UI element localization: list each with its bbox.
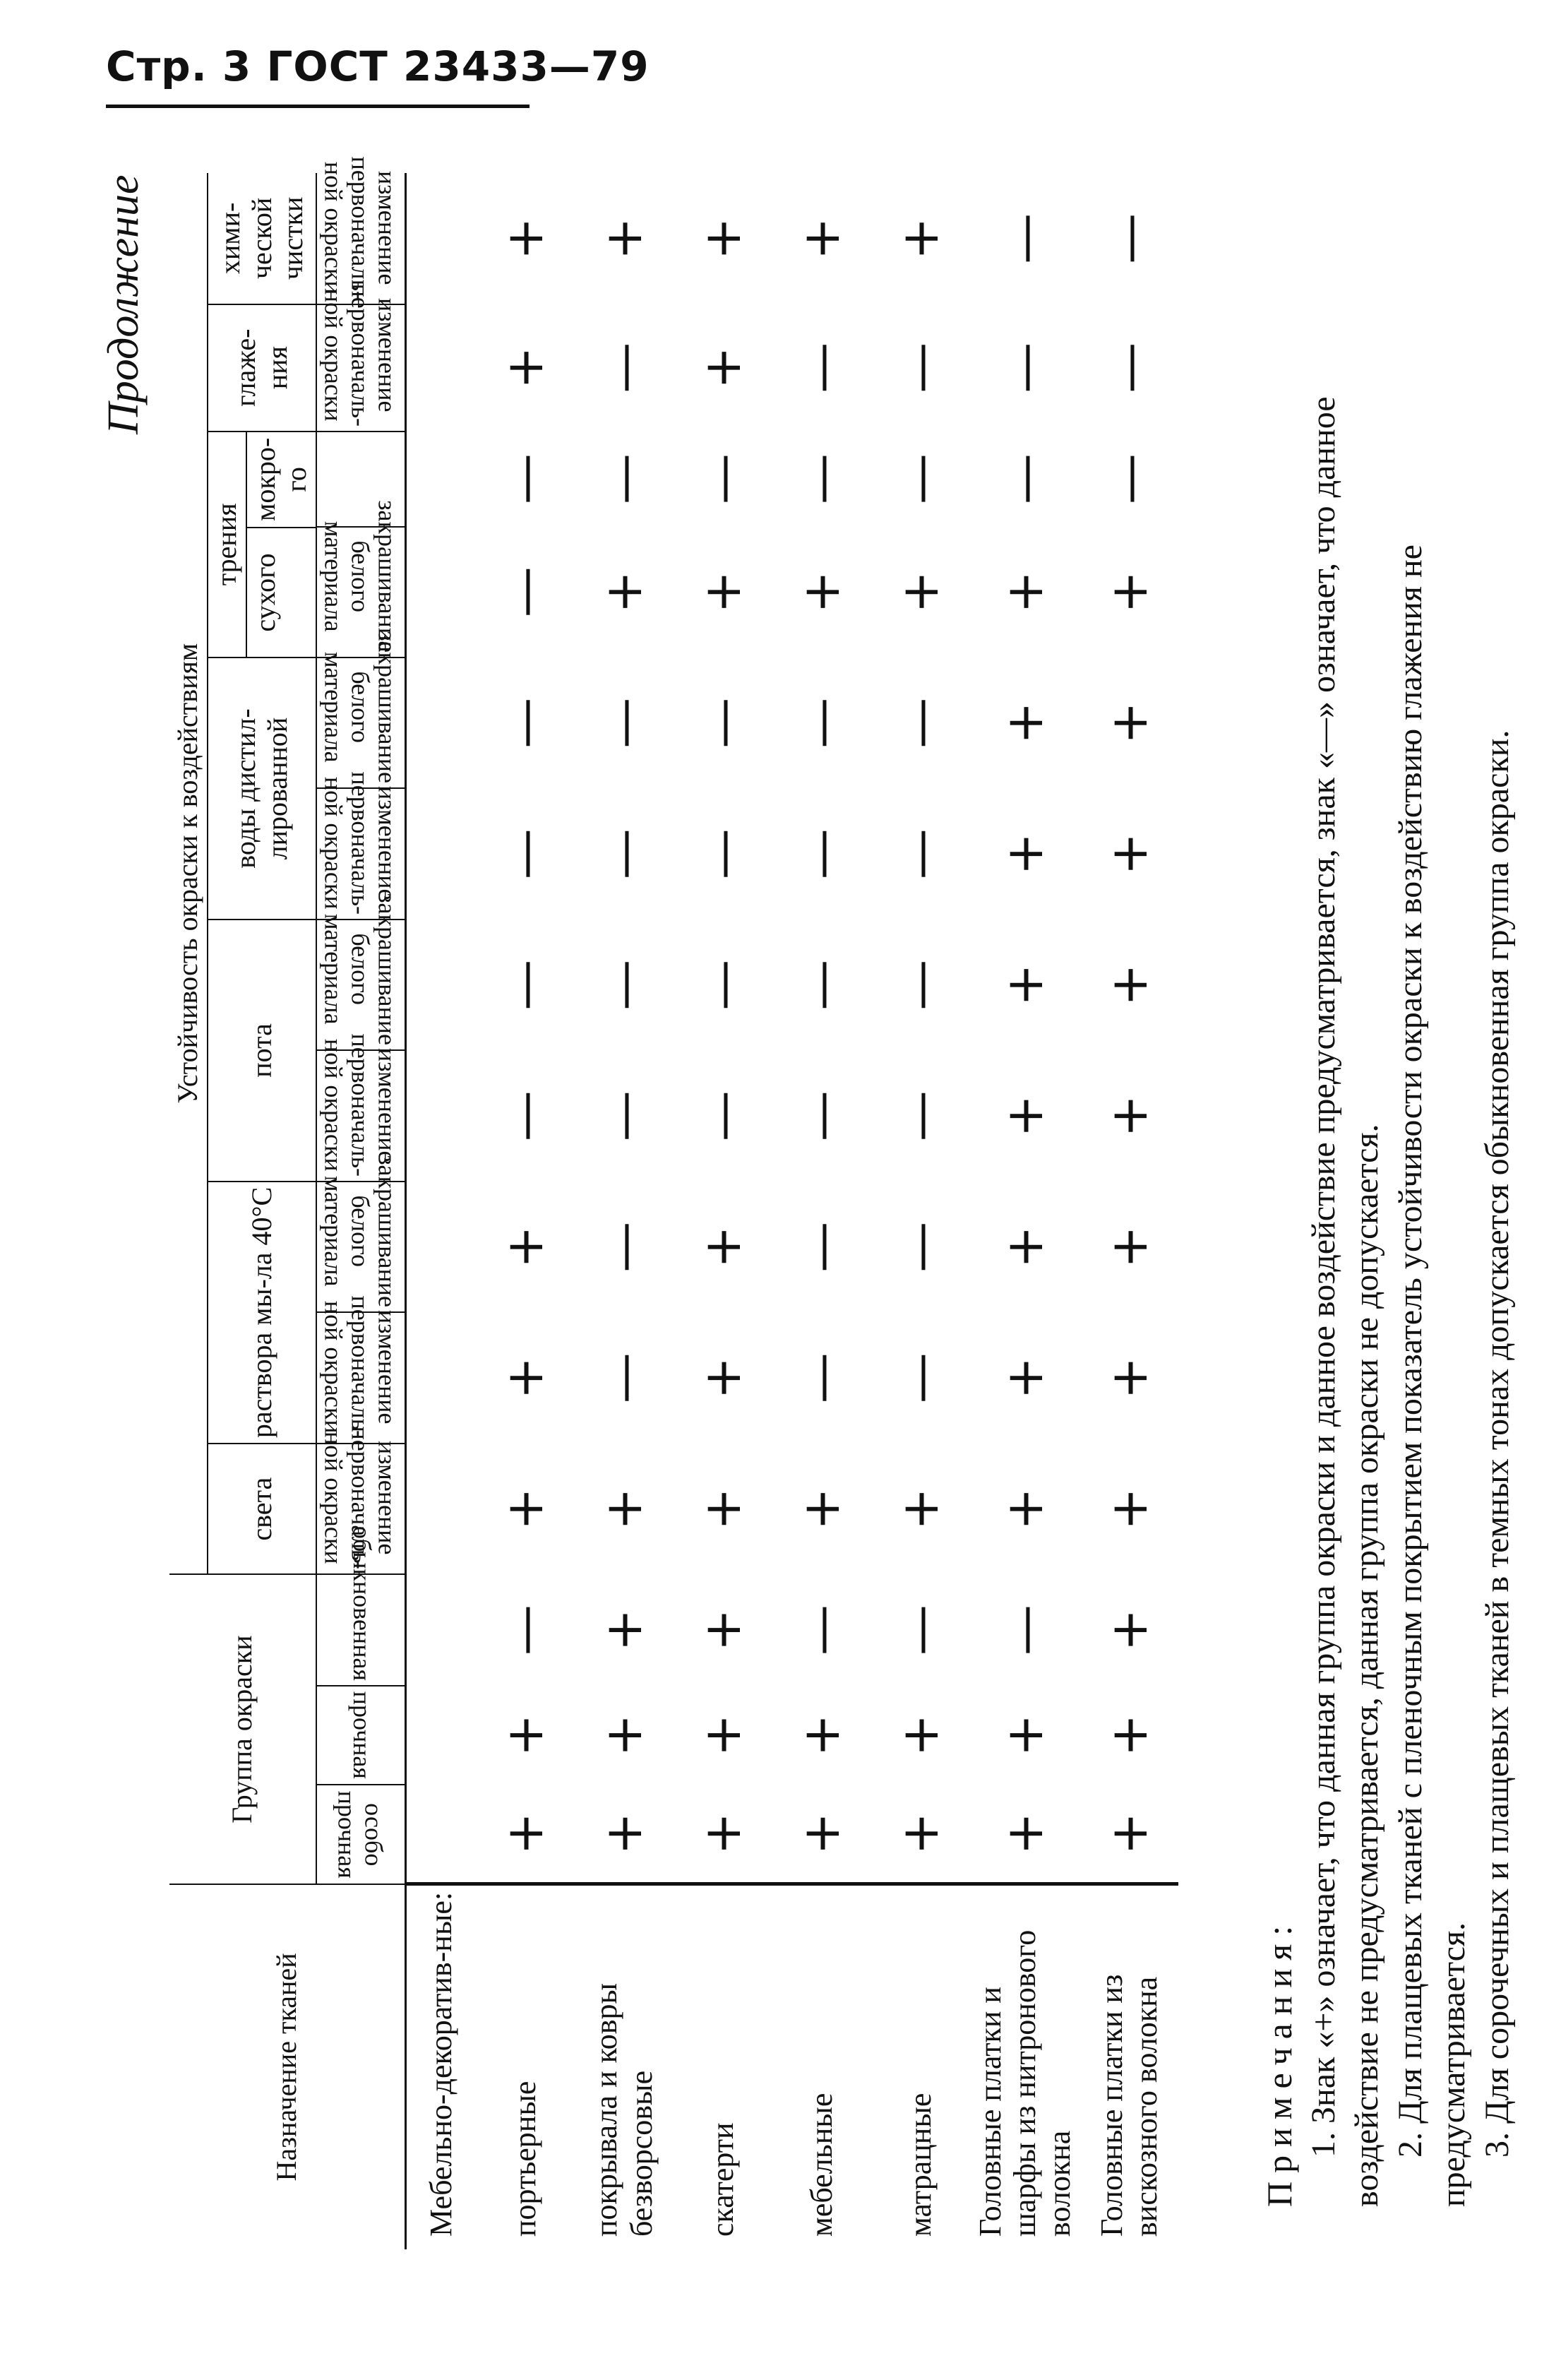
factor-rubbing [208, 432, 316, 658]
cell-value: — [890, 453, 950, 505]
cell-value: — [594, 1090, 654, 1142]
row-name: мебельные [803, 2093, 839, 2237]
factor-sweat: пота [208, 920, 316, 1182]
cell-value: + [1099, 963, 1159, 1006]
measure-sweat-stain: закрашивание белого материала [319, 893, 402, 1046]
cell-value: — [791, 959, 851, 1011]
cell-value: + [890, 217, 950, 261]
cell-value: — [594, 1352, 654, 1404]
cell-value: — [693, 828, 753, 880]
cell-value: — [995, 342, 1055, 393]
cell-value: + [674, 1785, 772, 1884]
factor-soap: раствора мы-ла 40°С [208, 1182, 316, 1444]
cell-value: — [495, 453, 555, 505]
row-name: покрывала и ковры безворсовые [589, 1982, 659, 2237]
measure-dryclean-change: изменение первоначаль-ной окраски [319, 156, 402, 299]
cell-value: + [1099, 1487, 1159, 1530]
cell-value: — [594, 342, 654, 393]
cell-value: + [995, 1487, 1055, 1530]
cell-value: — [791, 828, 851, 880]
table-row [575, 173, 674, 2249]
cell-value: — [791, 1352, 851, 1404]
notes [1257, 300, 1519, 2207]
cell-value: + [995, 963, 1055, 1006]
cell-value: + [791, 1713, 851, 1757]
cell-value: + [594, 217, 654, 261]
row-name: скатерти [705, 2122, 740, 2237]
cell-value: — [791, 1221, 851, 1273]
table-row [871, 173, 970, 2249]
cell-value: — [890, 697, 950, 749]
dye-fastness-table [169, 156, 1178, 2249]
continuation-label: Продолжение [100, 174, 148, 434]
section-label: Мебельно-декоратив-ные: [423, 1891, 458, 2237]
cell-value: + [791, 571, 851, 614]
cell-value: + [594, 1608, 654, 1652]
cell-value: — [995, 453, 1055, 505]
purpose-header: Назначение тканей [169, 1884, 405, 2249]
cell-value: — [1099, 342, 1159, 393]
cell-value: + [995, 571, 1055, 614]
cell-value: — [1099, 453, 1159, 505]
cell-value: — [995, 213, 1055, 264]
note-3: 3. Для сорочечных и плащевых тканей в темных тонах допускается обыкновенная группа окраски. [1478, 730, 1516, 2158]
measure-water-change: изменение первоначаль-ной окраски [319, 771, 402, 915]
cell-value: + [693, 571, 753, 614]
table-row [1079, 173, 1178, 2249]
cell-value: + [575, 1785, 674, 1884]
cell-value: — [495, 959, 555, 1011]
cell-value: — [495, 828, 555, 880]
cell-value: — [890, 342, 950, 393]
row-name: портьерные [507, 2081, 542, 2237]
cell-value: + [693, 217, 753, 261]
page-header: Стр. 3 ГОСТ 23433—79 [106, 42, 650, 90]
factor-ironing: глаже-ния [208, 304, 316, 432]
row-name: Головные платки из вискозного волокна [1094, 1974, 1164, 2237]
cell-value: + [693, 1608, 753, 1652]
group-header: Группа окраски [169, 1574, 316, 1884]
cell-value: — [693, 959, 753, 1011]
factor-dry-clean: хими-ческой чистки [208, 173, 316, 304]
notes-title: Примечания: [1260, 1917, 1299, 2207]
factor-rubbing-label: трения [208, 432, 247, 657]
table-row [674, 173, 772, 2249]
cell-value: + [995, 1095, 1055, 1138]
cell-value: + [1099, 833, 1159, 876]
cell-value: + [995, 701, 1055, 744]
cell-value: + [693, 1357, 753, 1400]
cell-value: + [1099, 1095, 1159, 1138]
cell-value: — [495, 697, 555, 749]
cell-value: + [1099, 1225, 1159, 1268]
cell-value: + [476, 1785, 575, 1884]
cell-value: + [1099, 1713, 1159, 1757]
cell-value: + [594, 1487, 654, 1530]
cell-value: + [1099, 1608, 1159, 1652]
cell-value: + [890, 1487, 950, 1530]
factor-rub-dry: сухого [249, 553, 281, 632]
cell-value: — [791, 1090, 851, 1142]
cell-value: + [495, 1713, 555, 1757]
cell-value: — [495, 566, 555, 618]
cell-value: + [495, 1225, 555, 1268]
cell-value: + [693, 346, 753, 389]
cell-value: — [693, 453, 753, 505]
table-body [476, 173, 1179, 2249]
cell-value: — [890, 959, 950, 1011]
cell-value: — [693, 697, 753, 749]
cell-value: + [495, 217, 555, 261]
cell-value: — [791, 697, 851, 749]
cell-value: + [995, 1357, 1055, 1400]
group-sub-3: обыкновенная [348, 1525, 377, 1681]
cell-value: — [791, 1605, 851, 1656]
measure-rub-stain: закрашивание белого материала [319, 500, 402, 653]
measure-ironing-change: изменение первоначаль-ной окраски [319, 283, 402, 427]
cell-value: — [594, 697, 654, 749]
factor-light: света [208, 1444, 316, 1574]
cell-value: — [890, 828, 950, 880]
cell-value: + [693, 1713, 753, 1757]
measure-light-change: изменение первоначаль-ной окраски [319, 1426, 402, 1570]
cell-value: — [890, 1090, 950, 1142]
cell-value: — [890, 1352, 950, 1404]
cell-value: — [594, 959, 654, 1011]
cell-value: — [791, 453, 851, 505]
cell-value: + [693, 1487, 753, 1530]
table-row [970, 173, 1080, 2249]
note-2: 2. Для плащевых тканей с пленочным покрытием показатель устойчивости окраски к воздействию глажения не предусматривается. [1391, 545, 1473, 2207]
row-name: Головные платки и шарфы из нитронового волокна [972, 1929, 1077, 2237]
cell-value: + [693, 1225, 753, 1268]
cell-value: — [594, 828, 654, 880]
group-sub-1: особо прочная [333, 1790, 388, 1879]
table-row [476, 173, 575, 2249]
cell-value: + [772, 1785, 871, 1884]
cell-value: + [995, 1225, 1055, 1268]
resistance-header: Устойчивость окраски к воздействиям [169, 173, 208, 1574]
cell-value: + [791, 1487, 851, 1530]
note-1: 1. Знак «+» означает, что данная группа окраски и данное воздействие предусматривается, знак «—» означает, что данное воздействие не предусматривается, данная группа окраски не допускается. [1305, 396, 1386, 2207]
cell-value: + [871, 1785, 970, 1884]
table-row [772, 173, 871, 2249]
cell-value: — [791, 342, 851, 393]
cell-value: + [495, 1357, 555, 1400]
cell-value: — [890, 1605, 950, 1656]
cell-value: + [594, 1713, 654, 1757]
cell-value: — [995, 1605, 1055, 1656]
cell-value: — [1099, 213, 1159, 264]
measure-water-stain: закрашивание белого материала [319, 631, 402, 784]
cell-value: — [495, 1090, 555, 1142]
cell-value: + [1079, 1785, 1178, 1884]
cell-value: — [693, 1090, 753, 1142]
cell-value: — [495, 1605, 555, 1656]
measure-soap-stain: закрашивание белого материала [319, 1155, 402, 1308]
cell-value: + [791, 217, 851, 261]
factor-water: воды дистил-лированной [208, 658, 316, 920]
cell-value: + [495, 346, 555, 389]
cell-value: + [890, 1713, 950, 1757]
group-sub-2: прочная [348, 1691, 377, 1780]
cell-value: + [1099, 701, 1159, 744]
cell-value: — [594, 453, 654, 505]
cell-value: + [495, 1487, 555, 1530]
cell-value: + [995, 833, 1055, 876]
cell-value: + [594, 571, 654, 614]
measure-sweat-change: изменение первоначаль-ной окраски [319, 1033, 402, 1177]
cell-value: + [890, 571, 950, 614]
cell-value: + [970, 1785, 1080, 1884]
row-name: матрацные [902, 2093, 938, 2237]
factor-rub-wet: мокро-го [247, 432, 316, 528]
cell-value: — [594, 1221, 654, 1273]
cell-value: + [995, 1713, 1055, 1757]
measure-soap-change: изменение первоначаль-ной окраски [319, 1295, 402, 1439]
cell-value: + [1099, 571, 1159, 614]
cell-value: — [890, 1221, 950, 1273]
cell-value: + [1099, 1357, 1159, 1400]
